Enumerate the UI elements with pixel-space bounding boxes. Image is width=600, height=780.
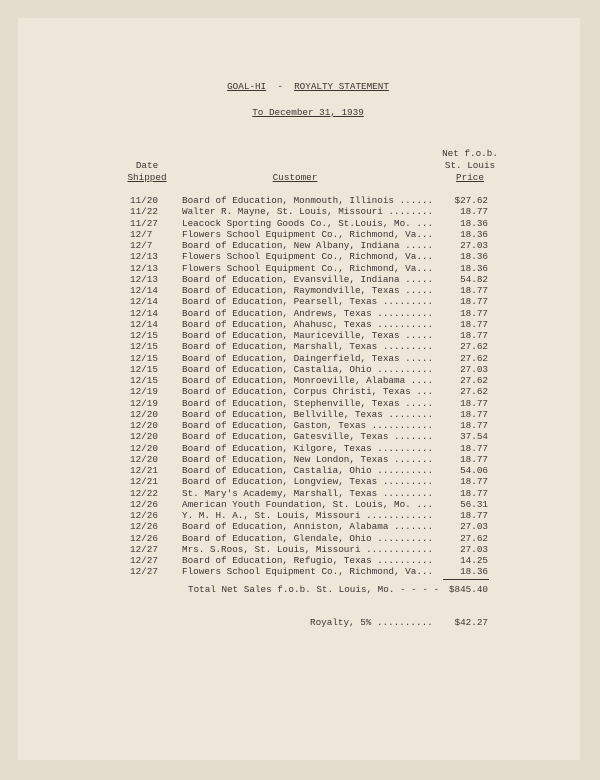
row-price: 54.82	[460, 273, 488, 285]
row-customer: Board of Education, Monroeville, Alabama ....	[182, 375, 434, 386]
table-row	[0, 319, 600, 330]
row-date: 12/7	[130, 228, 153, 240]
row-price: 18.77	[460, 420, 488, 431]
row-customer: Board of Education, Andrews, Texas ..........	[182, 307, 434, 319]
row-customer: Board of Education, Pearsell, Texas .........	[182, 296, 434, 308]
row-date: 12/26	[130, 510, 158, 521]
title-separator: -	[277, 81, 283, 92]
row-date: 12/15	[130, 330, 158, 341]
table-row	[0, 431, 600, 442]
total-label: Total Net Sales f.o.b. St. Louis, Mo. - - - -	[188, 584, 440, 595]
row-date: 11/22	[130, 206, 158, 218]
row-price: 18.77	[460, 206, 488, 218]
title-statement: ROYALTY STATEMENT	[294, 81, 389, 92]
table-row	[0, 195, 600, 206]
row-price: 27.62	[460, 341, 488, 353]
row-price: 27.03	[460, 363, 488, 375]
document-subtitle: To December 31, 1939	[252, 107, 364, 118]
row-date: 12/20	[130, 431, 158, 443]
table-row	[0, 499, 600, 510]
row-customer: Board of Education, Castalia, Ohio ..........	[182, 465, 434, 476]
table-row	[0, 510, 600, 521]
row-price: 18.77	[460, 330, 488, 341]
row-date: 12/27	[130, 543, 158, 555]
table-row	[0, 409, 600, 420]
table-row	[0, 386, 600, 397]
table-row	[0, 364, 600, 375]
total-value: $845.40	[448, 584, 488, 595]
row-customer: Board of Education, Castalia, Ohio ..........	[182, 363, 434, 375]
row-price: 18.36	[460, 228, 488, 240]
document-title	[227, 81, 389, 93]
table-row	[0, 555, 600, 566]
row-customer: Board of Education, Evansville, Indiana .....	[182, 273, 434, 285]
header-date-line2: Shipped	[127, 172, 167, 183]
table-row	[0, 206, 600, 217]
row-price: 27.03	[460, 521, 488, 533]
row-date: 11/20	[130, 195, 158, 206]
row-price: $27.62	[454, 195, 488, 206]
row-date: 12/21	[130, 476, 158, 488]
row-customer: Board of Education, New London, Texas .......	[182, 453, 434, 465]
row-customer: Board of Education, Refugio, Texas ..........	[182, 555, 434, 566]
row-customer: St. Mary's Academy, Marshall, Texas .........	[182, 487, 434, 499]
row-customer: Board of Education, Stephenville, Texas .....	[182, 397, 434, 409]
row-price: 27.62	[460, 375, 488, 386]
table-row	[0, 566, 600, 577]
table-row	[0, 353, 600, 364]
table-row	[0, 251, 600, 262]
table-row	[0, 330, 600, 341]
row-customer: Board of Education, Daingerfield, Texas .....	[182, 352, 434, 364]
table-row	[0, 454, 600, 465]
row-customer: Board of Education, Raymondville, Texas .....	[182, 285, 434, 296]
row-price: 18.77	[460, 318, 488, 330]
table-row	[0, 341, 600, 352]
table-row	[0, 533, 600, 544]
table-row	[0, 296, 600, 307]
title-product: GOAL-HI	[227, 81, 267, 92]
row-customer: Board of Education, Longview, Texas .........	[182, 476, 434, 488]
row-price: 18.77	[460, 408, 488, 420]
row-date: 12/14	[130, 318, 158, 330]
row-price: 27.62	[460, 352, 488, 364]
row-price: 27.03	[460, 240, 488, 251]
row-customer: Board of Education, Gatesville, Texas .......	[182, 431, 434, 443]
row-customer: Board of Education, New Albany, Indiana .....	[182, 240, 434, 251]
row-date: 12/7	[130, 240, 153, 251]
row-date: 12/14	[130, 307, 158, 319]
row-date: 12/13	[130, 262, 158, 274]
row-price: 18.77	[460, 397, 488, 409]
header-price-line2: St. Louis	[444, 160, 496, 171]
header-price-line3: Price	[456, 172, 484, 183]
table-row	[0, 465, 600, 476]
row-price: 27.62	[460, 532, 488, 544]
row-date: 12/14	[130, 285, 158, 296]
row-price: 18.77	[460, 442, 488, 454]
header-customer: Customer	[272, 172, 318, 183]
row-price: 18.77	[460, 453, 488, 465]
row-price: 18.36	[460, 217, 488, 229]
row-date: 12/14	[130, 296, 158, 308]
row-date: 12/20	[130, 442, 158, 454]
row-date: 12/13	[130, 251, 158, 263]
royalty-value: $42.27	[454, 617, 488, 628]
table-row	[0, 274, 600, 285]
table-row	[0, 476, 600, 487]
row-date: 11/27	[130, 217, 158, 229]
row-date: 12/27	[130, 566, 158, 578]
row-price: 27.03	[460, 543, 488, 555]
row-price: 27.62	[460, 386, 488, 398]
row-customer: American Youth Foundation, St. Louis, Mo. ...	[182, 498, 434, 510]
table-row	[0, 443, 600, 454]
table-row	[0, 308, 600, 319]
table-row	[0, 229, 600, 240]
row-date: 12/22	[130, 487, 158, 499]
row-customer: Board of Education, Bellville, Texas ........	[182, 408, 434, 420]
row-customer: Mrs. S.Roos, St. Louis, Missouri ............	[182, 543, 434, 555]
row-price: 18.36	[460, 566, 488, 578]
header-date-line1: Date	[135, 160, 159, 171]
row-price: 18.77	[460, 296, 488, 308]
row-date: 12/20	[130, 408, 158, 420]
row-date: 12/20	[130, 453, 158, 465]
row-customer: Board of Education, Ahahusc, Texas ..........	[182, 318, 434, 330]
row-date: 12/19	[130, 397, 158, 409]
row-price: 14.25	[460, 555, 488, 566]
row-date: 12/19	[130, 386, 158, 398]
shipments-table	[0, 195, 600, 578]
row-customer: Board of Education, Gaston, Texas ...........	[182, 420, 434, 431]
row-price: 18.77	[460, 285, 488, 296]
row-date: 12/27	[130, 555, 158, 566]
row-customer: Board of Education, Corpus Christi, Texas ...	[182, 386, 434, 398]
row-date: 12/21	[130, 465, 158, 476]
row-customer: Board of Education, Mauriceville, Texas .....	[182, 330, 434, 341]
row-date: 12/26	[130, 521, 158, 533]
table-row	[0, 263, 600, 274]
row-customer: Board of Education, Kilgore, Texas ..........	[182, 442, 434, 454]
row-date: 12/26	[130, 498, 158, 510]
row-customer: Board of Education, Marshall, Texas .........	[182, 341, 434, 353]
row-price: 18.36	[460, 251, 488, 263]
row-date: 12/15	[130, 363, 158, 375]
row-date: 12/13	[130, 273, 158, 285]
row-customer: Board of Education, Anniston, Alabama .......	[182, 521, 434, 533]
table-row	[0, 420, 600, 431]
row-price: 54.06	[460, 465, 488, 476]
row-price: 56.31	[460, 498, 488, 510]
table-row	[0, 375, 600, 386]
table-row	[0, 544, 600, 555]
row-price: 18.77	[460, 487, 488, 499]
royalty-label: Royalty, 5% ..........	[310, 617, 433, 628]
row-customer: Board of Education, Glendale, Ohio ..........	[182, 532, 434, 544]
table-row	[0, 488, 600, 499]
row-date: 12/20	[130, 420, 158, 431]
header-price-line1: Net f.o.b.	[442, 148, 498, 159]
row-date: 12/26	[130, 532, 158, 544]
table-row	[0, 521, 600, 532]
row-customer: Flowers School Equipment Co., Richmond, Va...	[182, 262, 434, 274]
row-customer: Leacock Sporting Goods Co., St.Louis, Mo. ...	[182, 217, 434, 229]
row-date: 12/15	[130, 352, 158, 364]
table-row	[0, 240, 600, 251]
row-customer: Y. M. H. A., St. Louis, Missouri ............	[182, 510, 434, 521]
row-price: 18.77	[460, 307, 488, 319]
row-customer: Flowers School Equipment Co., Richmond, Va...	[182, 251, 434, 263]
row-price: 37.54	[460, 431, 488, 443]
row-date: 12/15	[130, 341, 158, 353]
row-price: 18.77	[460, 510, 488, 521]
row-customer: Flowers School Equipment Co., Richmond, Va...	[182, 228, 434, 240]
row-customer: Board of Education, Monmouth, Illinois ......	[182, 195, 434, 206]
total-rule	[443, 579, 489, 580]
row-date: 12/15	[130, 375, 158, 386]
row-customer: Walter R. Mayne, St. Louis, Missouri ........	[182, 206, 434, 218]
row-customer: Flowers School Equipment Co., Richmond, Va...	[182, 566, 434, 578]
table-row	[0, 218, 600, 229]
row-price: 18.36	[460, 262, 488, 274]
table-row	[0, 398, 600, 409]
row-price: 18.77	[460, 476, 488, 488]
table-row	[0, 285, 600, 296]
